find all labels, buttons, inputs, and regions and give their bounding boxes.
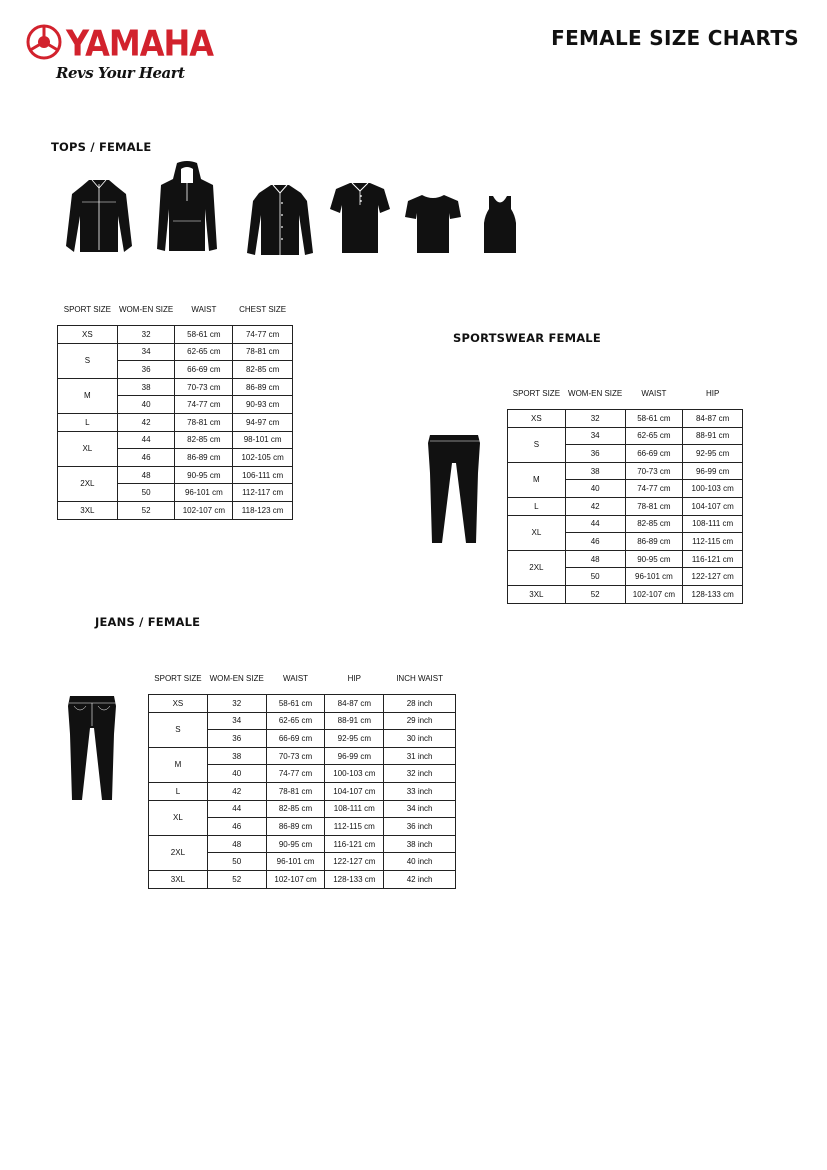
table-row (149, 800, 456, 818)
column-header: HIP (705, 389, 720, 398)
table-cell: 29 inch (384, 712, 456, 730)
table-cell: 32 inch (384, 765, 456, 783)
table-cell: 88-91 cm (325, 712, 384, 730)
table-cell: 50 (565, 568, 625, 586)
table-cell: 112-117 cm (233, 484, 293, 502)
table-cell: 122-127 cm (683, 568, 743, 586)
table-cell: 58-61 cm (175, 326, 233, 344)
table-cell: 122-127 cm (325, 853, 384, 871)
table-cell: 116-121 cm (683, 550, 743, 568)
table-cell: 86-89 cm (233, 378, 293, 396)
table-cell: 46 (117, 449, 175, 467)
sport-size-cell: M (508, 462, 566, 497)
sport-size-cell: L (149, 782, 208, 800)
table-row (58, 431, 293, 449)
table-cell: 40 (207, 765, 266, 783)
column-header: WOM-EN SIZE (119, 305, 174, 314)
table-cell: 44 (207, 800, 266, 818)
table-cell: 78-81 cm (175, 413, 233, 431)
table-cell: 112-115 cm (683, 533, 743, 551)
table-cell: 70-73 cm (625, 462, 683, 480)
table-cell: 50 (207, 853, 266, 871)
tank-top-icon (481, 195, 519, 255)
sport-size-cell: 3XL (149, 870, 208, 888)
sport-size-cell: 2XL (508, 550, 566, 585)
column-header: SPORT SIZE (512, 389, 561, 398)
table-cell: 90-95 cm (266, 835, 325, 853)
table-cell: 90-95 cm (625, 550, 683, 568)
table-cell: 50 (117, 484, 175, 502)
table-row (508, 585, 743, 603)
table-cell: 82-85 cm (175, 431, 233, 449)
table-row (58, 378, 293, 396)
table-cell: 40 (565, 480, 625, 498)
table-cell: 116-121 cm (325, 835, 384, 853)
table-cell: 86-89 cm (175, 449, 233, 467)
table-cell: 74-77 cm (233, 326, 293, 344)
table-cell: 44 (565, 515, 625, 533)
table-cell: 128-133 cm (683, 585, 743, 603)
table-cell: 28 inch (384, 695, 456, 713)
table-cell: 42 inch (384, 870, 456, 888)
hoodie-icon (155, 161, 219, 255)
sport-size-cell: XS (508, 410, 566, 428)
table-cell: 78-81 cm (233, 343, 293, 361)
table-cell: 52 (117, 501, 175, 519)
table-cell: 96-99 cm (325, 747, 384, 765)
table-cell: 58-61 cm (266, 695, 325, 713)
table-cell: 38 inch (384, 835, 456, 853)
sport-size-cell: M (149, 747, 208, 782)
table-cell: 84-87 cm (325, 695, 384, 713)
sport-size-cell: XL (58, 431, 118, 466)
table-cell: 82-85 cm (625, 515, 683, 533)
table-row (149, 835, 456, 853)
table-cell: 102-105 cm (233, 449, 293, 467)
leggings-icon (426, 433, 484, 547)
jeans-section-title: JEANS / FEMALE (95, 615, 201, 629)
brand-wordmark: YAMAHA (66, 22, 214, 65)
sport-size-cell: XS (58, 326, 118, 344)
jacket-icon (64, 176, 134, 256)
table-cell: 92-95 cm (325, 730, 384, 748)
table-cell: 48 (117, 466, 175, 484)
table-cell: 62-65 cm (266, 712, 325, 730)
table-cell: 96-101 cm (175, 484, 233, 502)
table-cell: 52 (565, 585, 625, 603)
table-cell: 42 (565, 497, 625, 515)
sport-size-cell: XL (508, 515, 566, 550)
sport-size-cell: 3XL (58, 501, 118, 519)
table-row (58, 343, 293, 361)
column-header: WOM-EN SIZE (568, 389, 623, 398)
table-cell: 38 (565, 462, 625, 480)
table-row (508, 462, 743, 480)
table-row (149, 870, 456, 888)
sport-size-cell: 3XL (508, 585, 566, 603)
table-row (508, 550, 743, 568)
table-cell: 31 inch (384, 747, 456, 765)
table-cell: 94-97 cm (233, 413, 293, 431)
column-header: HIP (347, 674, 361, 683)
table-cell: 88-91 cm (683, 427, 743, 445)
table-row (149, 695, 456, 713)
table-cell: 42 (207, 782, 266, 800)
table-cell: 104-107 cm (683, 497, 743, 515)
table-cell: 112-115 cm (325, 818, 384, 836)
table-cell: 96-101 cm (266, 853, 325, 871)
table-cell: 96-99 cm (683, 462, 743, 480)
sport-size-cell: XS (149, 695, 208, 713)
table-cell: 70-73 cm (266, 747, 325, 765)
table-cell: 38 (117, 378, 175, 396)
sport-size-cell: XL (149, 800, 208, 835)
sportswear-section-title: SPORTSWEAR FEMALE (453, 331, 601, 345)
table-row (508, 427, 743, 445)
table-cell: 34 (117, 343, 175, 361)
table-row (149, 782, 456, 800)
table-cell: 52 (207, 870, 266, 888)
table-cell: 44 (117, 431, 175, 449)
column-header: INCH WAIST (396, 674, 443, 683)
table-cell: 82-85 cm (233, 361, 293, 379)
table-cell: 32 (565, 410, 625, 428)
table-row (508, 515, 743, 533)
table-cell: 74-77 cm (175, 396, 233, 414)
sportswear-size-table (507, 379, 743, 604)
table-cell: 34 (207, 712, 266, 730)
table-cell: 48 (565, 550, 625, 568)
table-cell: 40 (117, 396, 175, 414)
table-cell: 74-77 cm (266, 765, 325, 783)
table-cell: 36 (117, 361, 175, 379)
table-cell: 102-107 cm (175, 501, 233, 519)
tuning-fork-emblem-icon (26, 24, 62, 60)
table-cell: 38 (207, 747, 266, 765)
table-row (149, 712, 456, 730)
tops-section-title: TOPS / FEMALE (51, 140, 152, 154)
table-cell: 106-111 cm (233, 466, 293, 484)
table-row (58, 413, 293, 431)
table-cell: 70-73 cm (175, 378, 233, 396)
table-header-row (58, 295, 293, 326)
table-cell: 90-95 cm (175, 466, 233, 484)
table-cell: 78-81 cm (266, 782, 325, 800)
tops-size-table (57, 295, 293, 520)
table-row (58, 466, 293, 484)
sport-size-cell: S (149, 712, 208, 747)
table-cell: 42 (117, 413, 175, 431)
sport-size-cell: S (508, 427, 566, 462)
table-cell: 102-107 cm (266, 870, 325, 888)
sport-size-cell: S (58, 343, 118, 378)
brand-tagline: Revs Your Heart (56, 64, 185, 82)
table-cell: 98-101 cm (233, 431, 293, 449)
table-cell: 92-95 cm (683, 445, 743, 463)
table-header-row (149, 664, 456, 695)
table-cell: 100-103 cm (683, 480, 743, 498)
table-cell: 58-61 cm (625, 410, 683, 428)
table-cell: 86-89 cm (266, 818, 325, 836)
yamaha-logo (26, 22, 216, 92)
table-cell: 84-87 cm (683, 410, 743, 428)
table-row (149, 747, 456, 765)
column-header: SPORT SIZE (63, 305, 112, 314)
sport-size-cell: 2XL (58, 466, 118, 501)
table-cell: 104-107 cm (325, 782, 384, 800)
table-cell: 32 (207, 695, 266, 713)
table-cell: 32 (117, 326, 175, 344)
column-header: WAIST (641, 389, 667, 398)
sport-size-cell: L (508, 497, 566, 515)
table-cell: 108-111 cm (325, 800, 384, 818)
table-cell: 34 inch (384, 800, 456, 818)
tshirt-icon (404, 193, 462, 255)
table-cell: 36 (565, 445, 625, 463)
table-row (58, 501, 293, 519)
table-cell: 46 (207, 818, 266, 836)
table-cell: 74-77 cm (625, 480, 683, 498)
table-header-row (508, 379, 743, 410)
column-header: SPORT SIZE (154, 674, 202, 683)
table-cell: 66-69 cm (266, 730, 325, 748)
column-header: WAIST (283, 674, 309, 683)
jeans-icon (64, 694, 122, 804)
table-cell: 108-111 cm (683, 515, 743, 533)
polo-icon (328, 181, 392, 255)
table-cell: 82-85 cm (266, 800, 325, 818)
jeans-size-table (148, 664, 456, 889)
table-cell: 46 (565, 533, 625, 551)
table-cell: 33 inch (384, 782, 456, 800)
column-header: WOM-EN SIZE (209, 674, 264, 683)
table-cell: 100-103 cm (325, 765, 384, 783)
table-cell: 78-81 cm (625, 497, 683, 515)
table-row (58, 326, 293, 344)
table-cell: 48 (207, 835, 266, 853)
table-cell: 40 inch (384, 853, 456, 871)
table-cell: 62-65 cm (625, 427, 683, 445)
table-cell: 36 (207, 730, 266, 748)
table-cell: 30 inch (384, 730, 456, 748)
table-cell: 66-69 cm (175, 361, 233, 379)
table-cell: 118-123 cm (233, 501, 293, 519)
column-header: CHEST SIZE (239, 305, 287, 314)
table-cell: 34 (565, 427, 625, 445)
sport-size-cell: M (58, 378, 118, 413)
table-cell: 102-107 cm (625, 585, 683, 603)
table-cell: 62-65 cm (175, 343, 233, 361)
table-cell: 128-133 cm (325, 870, 384, 888)
table-cell: 86-89 cm (625, 533, 683, 551)
table-row (508, 410, 743, 428)
table-cell: 36 inch (384, 818, 456, 836)
sport-size-cell: 2XL (149, 835, 208, 870)
table-row (508, 497, 743, 515)
sport-size-cell: L (58, 413, 118, 431)
table-cell: 66-69 cm (625, 445, 683, 463)
page-title: FEMALE SIZE CHARTS (551, 26, 799, 50)
table-cell: 96-101 cm (625, 568, 683, 586)
table-cell: 90-93 cm (233, 396, 293, 414)
column-header: WAIST (191, 305, 217, 314)
shirt-icon (245, 183, 315, 257)
